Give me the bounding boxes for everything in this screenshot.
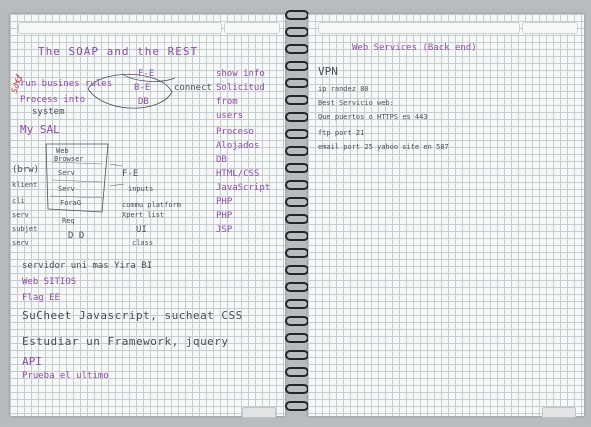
- spiral-ring-icon: [285, 333, 309, 343]
- note-class: class: [132, 239, 154, 247]
- note-estudiar: Estudiar un Framework, jquery: [22, 335, 229, 348]
- note-fe-small: F-E: [122, 169, 139, 179]
- box-label-3: Serv: [58, 169, 75, 177]
- note-from: from: [216, 97, 238, 107]
- spiral-ring-icon: [285, 95, 309, 105]
- spiral-ring-icon: [285, 401, 309, 411]
- spiral-ring-icon: [285, 214, 309, 224]
- note-proceso: Proceso: [216, 127, 254, 137]
- note-connect: connect: [174, 83, 212, 93]
- note-my-sal: My SAL: [20, 123, 60, 136]
- note-servidor: servidor uni mas Yira BI: [22, 261, 153, 271]
- spiral-ring-icon: [285, 367, 309, 377]
- spiral-ring-icon: [285, 299, 309, 309]
- note-flag: Flag EE: [22, 293, 60, 303]
- note-vpn: VPN: [318, 65, 338, 78]
- page-footer-tab: [242, 407, 276, 418]
- page-date-field: [522, 22, 578, 34]
- spiral-ring-icon: [285, 180, 309, 190]
- box-label-4: Serv: [58, 185, 75, 193]
- note-javascript: JavaScript: [216, 183, 271, 193]
- side-label-5: subjet: [12, 225, 38, 233]
- spiral-ring-icon: [285, 146, 309, 156]
- right-line-1: ip randez 80: [318, 85, 369, 93]
- side-label-1: (brw): [12, 165, 40, 175]
- right-line-2: Best Servicio web:: [318, 99, 394, 107]
- margin-note: Soft: [9, 73, 25, 95]
- note-api: API: [22, 355, 42, 368]
- spiral-ring-icon: [285, 112, 309, 122]
- box-dots: D D: [68, 231, 85, 241]
- note-process: Process into: [20, 95, 86, 105]
- spiral-ring-icon: [285, 61, 309, 71]
- spiral-ring-icon: [285, 163, 309, 173]
- right-line-4: ftp port 21: [318, 129, 365, 137]
- side-label-6: serv: [12, 239, 29, 247]
- note-jsp: JSP: [216, 225, 233, 235]
- side-label-4: serv: [12, 211, 29, 219]
- spiral-ring-icon: [285, 231, 309, 241]
- note-html: HTML/CSS: [216, 169, 260, 179]
- side-label-3: cli: [12, 197, 25, 205]
- note-fe: F-E: [138, 69, 155, 79]
- spiral-ring-icon: [285, 129, 309, 139]
- left-page-title: The SOAP and the REST: [38, 45, 199, 58]
- note-xpert: Xpert list: [122, 211, 165, 219]
- right-line-5: email port 25 yahoo site en 587: [318, 143, 449, 151]
- spiral-ring-icon: [285, 265, 309, 275]
- note-prueba: Prueba el ultimo: [22, 371, 109, 381]
- note-system: system: [32, 107, 65, 117]
- spiral-ring-icon: [285, 10, 309, 20]
- spiral-ring-icon: [285, 316, 309, 326]
- note-be: B-E: [134, 83, 151, 93]
- note-php-2: PHP: [216, 211, 233, 221]
- box-label-5: ForaG: [60, 199, 82, 207]
- notebook-left-page: [10, 14, 285, 416]
- notebook-right-page: [308, 14, 584, 416]
- right-line-3: Que puertos o HTTPS es 443: [318, 113, 428, 121]
- note-db: DB: [138, 97, 149, 107]
- note-show-info: show info: [216, 69, 265, 79]
- note-sql: SuCheet Javascript, sucheat CSS: [22, 309, 243, 322]
- note-comm: commu platform: [122, 201, 182, 209]
- note-run: run busines rules: [20, 79, 113, 89]
- side-label-2: klient: [12, 181, 38, 189]
- spiral-ring-icon: [285, 197, 309, 207]
- note-ui: UI: [136, 225, 147, 235]
- spiral-ring-icon: [285, 44, 309, 54]
- right-page-title: Web Services (Back end): [352, 43, 477, 53]
- spiral-ring-icon: [285, 248, 309, 258]
- note-scale: Web SITIOS: [22, 277, 77, 287]
- spiral-ring-icon: [285, 282, 309, 292]
- box-label-2: Browser: [54, 155, 84, 163]
- note-alojados: Alojados: [216, 141, 260, 151]
- page-header-field: [318, 22, 520, 34]
- note-inputs: inputs: [128, 185, 154, 193]
- note-users: users: [216, 111, 244, 121]
- spiral-ring-icon: [285, 384, 309, 394]
- note-db2: DB: [216, 155, 227, 165]
- spiral-ring-icon: [285, 78, 309, 88]
- box-label-1: Web: [56, 147, 69, 155]
- spiral-ring-icon: [285, 350, 309, 360]
- page-footer-tab: [542, 407, 576, 418]
- spiral-ring-icon: [285, 27, 309, 37]
- box-label-6: Req: [62, 217, 75, 225]
- note-php: PHP: [216, 197, 233, 207]
- note-solicitud: Solicitud: [216, 83, 265, 93]
